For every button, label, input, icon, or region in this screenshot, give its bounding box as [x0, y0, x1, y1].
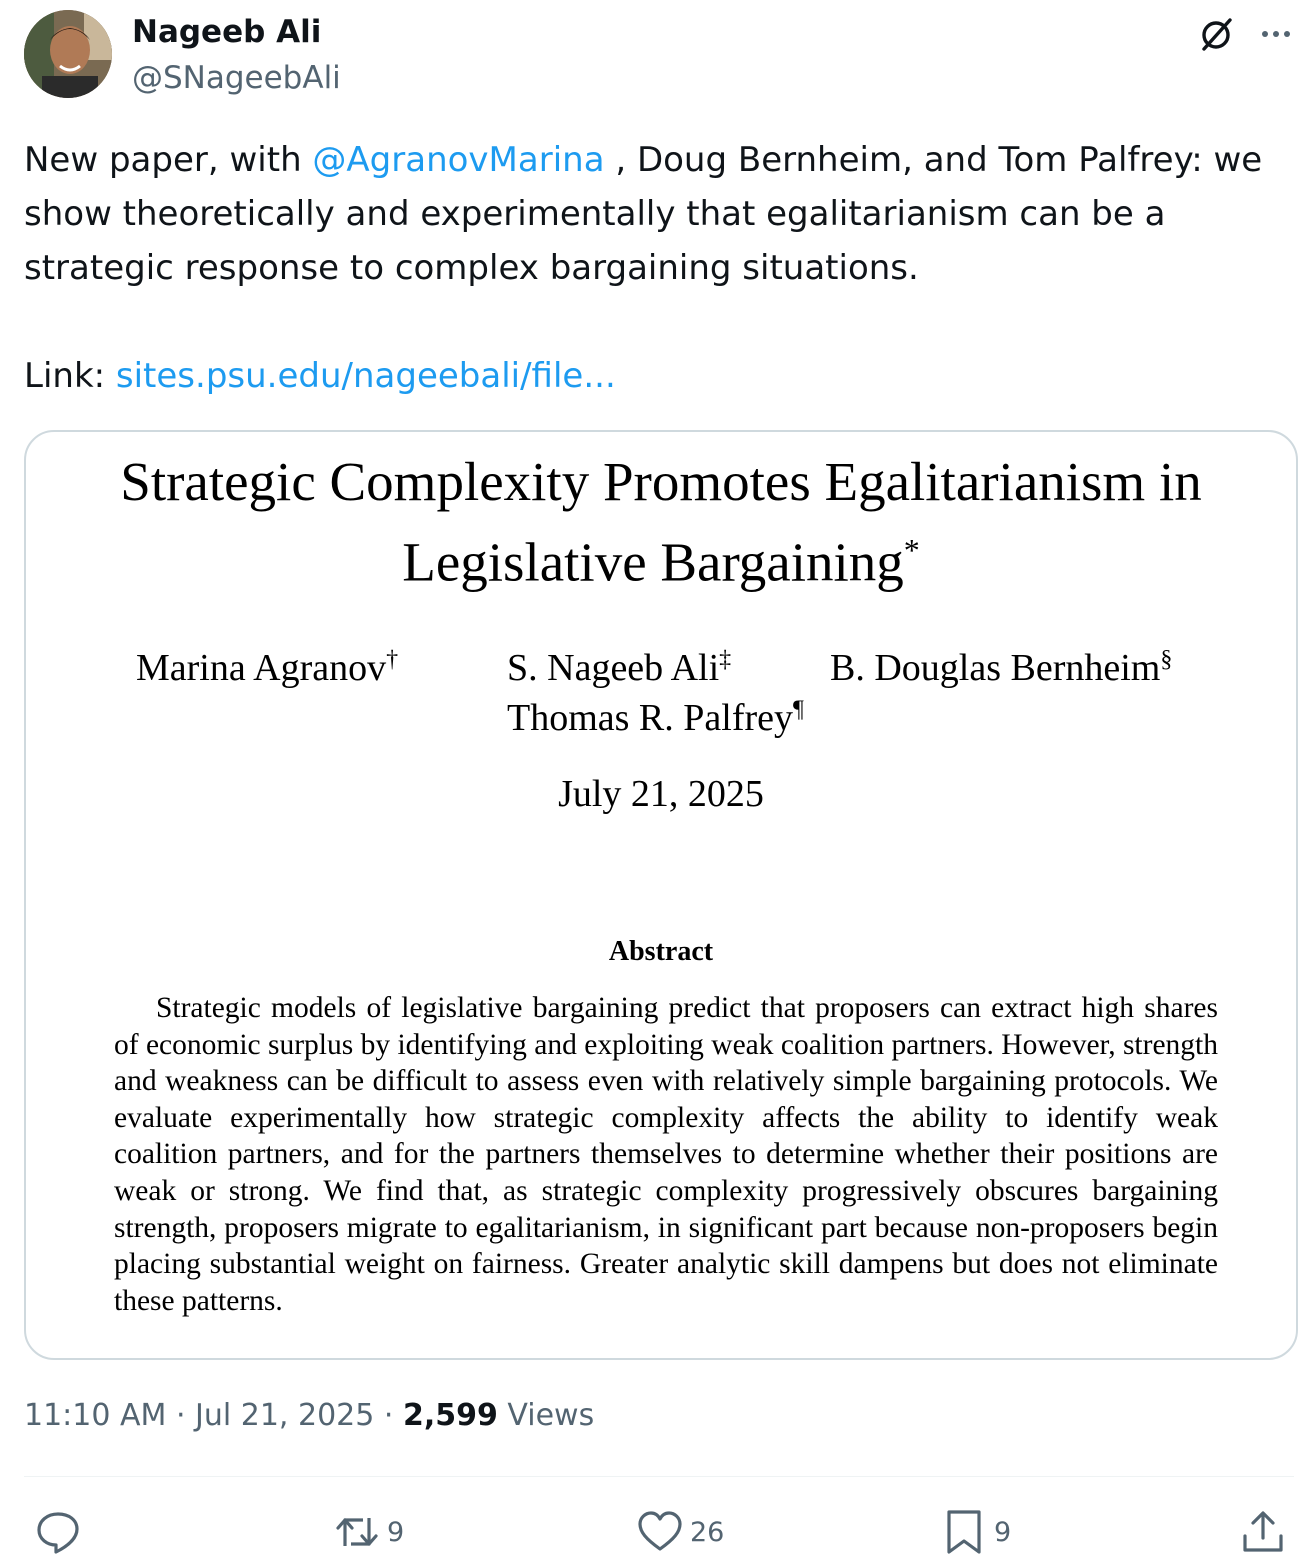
author-name: Thomas R. Palfrey	[507, 697, 794, 739]
author-name: B. Douglas Bernheim	[830, 647, 1161, 689]
meta-separator: ·	[166, 1398, 196, 1433]
grok-icon[interactable]	[1196, 14, 1236, 54]
abstract-heading: Abstract	[608, 936, 714, 967]
bookmark-button[interactable]	[940, 1508, 1011, 1556]
tweet-time[interactable]: 11:10 AM	[24, 1398, 167, 1433]
share-button[interactable]	[1239, 1508, 1293, 1556]
tweet-text-prefix: New paper, with	[24, 140, 313, 180]
paper-title	[26, 448, 1296, 596]
profile-photo	[24, 10, 112, 98]
paper-author	[507, 696, 804, 740]
author-mark: §	[1160, 646, 1173, 673]
repost-count: 9	[387, 1516, 405, 1548]
paper-title-line1: Strategic Complexity Promotes Egalitarianism in	[120, 451, 1202, 512]
author-mark: ¶	[793, 696, 804, 723]
views-count: 2,599	[402, 1398, 498, 1433]
paper-title-mark: *	[903, 532, 920, 568]
repost-icon	[333, 1508, 381, 1556]
paper-author	[507, 646, 731, 690]
heart-icon	[636, 1508, 684, 1556]
paper-author	[136, 646, 398, 690]
meta-separator: ·	[374, 1398, 403, 1433]
abstract-body: Strategic models of legislative bargaining predict that proposers can extract high shares of economic surplus by identifying and exploiting weak coalition partners. However, strength and weakness can be difficult to assess even with relatively simple bargaining protocols. We evaluate experimentally how strategic complexity affects the ability to identify weak coalition partners, and for the partners themselves to determine whether their positions are weak or strong. We find that, as strategic complexity progressively obscures bargaining strength, proposers migrate to egalitarianism, in significant part because non-proposers begin placing substantial weight on fairness. Greater analytic skill dampens but does not eliminate these patterns.	[114, 992, 1218, 1317]
like-button[interactable]	[636, 1508, 724, 1556]
bookmark-count: 9	[994, 1516, 1012, 1548]
paper-date: July 21, 2025	[558, 773, 764, 815]
media-image[interactable]	[24, 430, 1298, 1360]
reply-icon	[34, 1508, 82, 1556]
share-icon	[1239, 1508, 1287, 1556]
author-name: S. Nageeb Ali	[507, 647, 720, 689]
tweet-date[interactable]: Jul 21, 2025	[195, 1398, 375, 1433]
like-count: 26	[690, 1516, 725, 1548]
user-handle[interactable]: @SNageebAli	[132, 60, 341, 96]
external-link[interactable]: sites.psu.edu/nageebali/file...	[115, 356, 616, 396]
tweet-text-suffix: , Doug Bernheim, and Tom Palfrey: we show theoretically and experimentally that egalitarianism can be a strategic response to complex bargaining situations.	[24, 140, 1263, 288]
bookmark-icon	[940, 1508, 988, 1556]
paper-author	[830, 646, 1172, 690]
author-name: Marina Agranov	[136, 647, 387, 689]
more-icon[interactable]	[1256, 14, 1296, 54]
divider	[24, 1476, 1294, 1477]
repost-button[interactable]	[333, 1508, 404, 1556]
author-mark: †	[386, 646, 399, 673]
reply-button[interactable]	[34, 1508, 88, 1556]
author-mark: ‡	[719, 646, 732, 673]
link-label: Link:	[24, 356, 116, 396]
paper-title-line2: Legislative Bargaining	[402, 531, 904, 593]
mention-link[interactable]: @AgranovMarina	[312, 140, 605, 180]
tweet-meta	[24, 1398, 594, 1433]
display-name[interactable]: Nageeb Ali	[132, 14, 322, 50]
avatar[interactable]	[24, 10, 112, 98]
tweet-text	[24, 133, 1294, 403]
views-label: Views	[497, 1398, 595, 1433]
